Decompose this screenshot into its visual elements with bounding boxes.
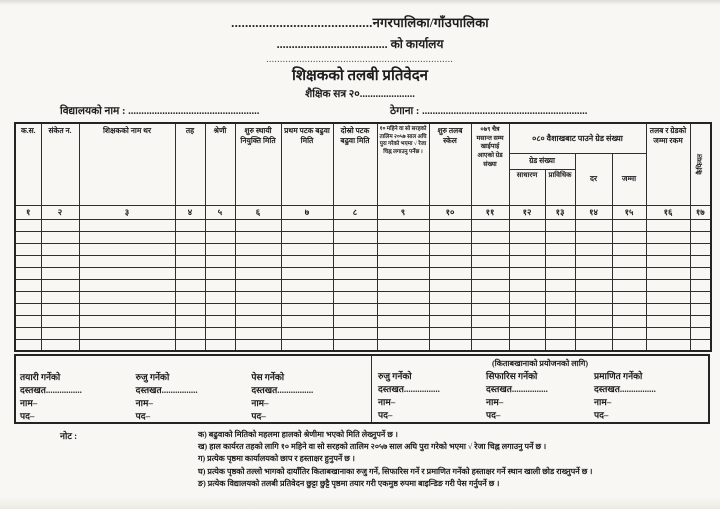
signature-line: दस्तखत................ (251, 385, 314, 395)
empty-cell (471, 267, 509, 279)
empty-cell (690, 279, 711, 291)
col-header-level: तह (175, 123, 205, 205)
name-line: नाम– (594, 397, 612, 407)
empty-cell (377, 303, 429, 315)
post-line: पद– (251, 411, 266, 421)
col-subgroup-grade-count: ग्रेड संख्या (509, 153, 575, 169)
empty-cell (175, 279, 205, 291)
notes-list (198, 429, 708, 490)
col-number: ४ (175, 205, 205, 219)
municipality-line: .........................................नगरपालिका/गाँउपालिका (231, 15, 489, 30)
col-number: १३ (545, 205, 575, 219)
empty-cell (79, 339, 175, 351)
signature-line: दस्तखत................ (135, 385, 198, 395)
col-header-technical: प्राविधिक (545, 169, 575, 205)
empty-cell (15, 279, 41, 291)
empty-cell (429, 219, 471, 231)
empty-cell (15, 339, 41, 351)
empty-cell (509, 291, 545, 303)
empty-cell (612, 291, 646, 303)
academic-session-line: शैक्षिक सत्र २०..................... (305, 89, 415, 100)
empty-cell (377, 315, 429, 327)
empty-cell (205, 339, 235, 351)
col-header-teacher-name: शिक्षकको नाम थर (79, 123, 175, 205)
empty-cell (575, 255, 612, 267)
empty-cell (545, 255, 575, 267)
empty-cell (333, 291, 377, 303)
note-item: क) बढुवाको मितिको महलमा हालको श्रेणीमा भएको मिति लेख्नुपर्ने छ । (198, 430, 398, 439)
empty-cell (509, 255, 545, 267)
empty-cell (471, 219, 509, 231)
empty-cell (15, 243, 41, 255)
empty-cell (377, 231, 429, 243)
empty-cell (205, 267, 235, 279)
note-item: ङ) प्रत्येक विद्यालयको तलबी प्रतिवेदन छुट्टा छुट्टै पृष्ठमा तयार गरी एकमुष्ठ रुपमा बाइन्डिङ गरी पेस गर्नुपर्ने छ । (198, 478, 500, 488)
empty-cell (79, 315, 175, 327)
col-header-remarks (690, 123, 711, 205)
empty-cell (175, 267, 205, 279)
empty-cell (612, 279, 646, 291)
col-number: ९ (377, 205, 429, 219)
empty-cell (377, 291, 429, 303)
empty-cell (545, 267, 575, 279)
table-body (15, 219, 711, 351)
school-name-field: विद्यालयको नाम : .................................................. (60, 106, 260, 117)
empty-cell (429, 303, 471, 315)
empty-cell (575, 279, 612, 291)
post-line: पद– (20, 411, 35, 421)
signature-section (14, 354, 710, 424)
empty-cell (612, 219, 646, 231)
table-row (15, 339, 711, 351)
empty-cell (612, 243, 646, 255)
form-title: शिक्षकको तलबी प्रतिवेदन (291, 68, 429, 84)
empty-cell (646, 315, 690, 327)
empty-cell (471, 279, 509, 291)
empty-cell (575, 219, 612, 231)
col-header-code-no: संकेत न. (41, 123, 79, 205)
empty-cell (690, 243, 711, 255)
empty-cell (471, 291, 509, 303)
col-number: १७ (690, 205, 711, 219)
empty-cell (575, 339, 612, 351)
empty-cell (79, 243, 175, 255)
table-row (15, 231, 711, 243)
empty-cell (545, 231, 575, 243)
empty-cell (575, 291, 612, 303)
empty-cell (281, 327, 333, 339)
empty-cell (646, 339, 690, 351)
office-line: ..................................... को कार्यालय (276, 37, 444, 51)
table-row (15, 315, 711, 327)
empty-cell (545, 315, 575, 327)
empty-cell (79, 231, 175, 243)
empty-cell (471, 255, 509, 267)
empty-cell (612, 315, 646, 327)
empty-cell (471, 315, 509, 327)
empty-cell (235, 339, 281, 351)
empty-cell (41, 243, 79, 255)
empty-cell (205, 219, 235, 231)
col-number: १२ (509, 205, 545, 219)
header-row-1 (15, 123, 711, 153)
col-header-serial-no: क.स. (15, 123, 41, 205)
empty-cell (79, 303, 175, 315)
empty-cell (545, 303, 575, 315)
empty-cell (79, 327, 175, 339)
empty-cell (235, 243, 281, 255)
empty-cell (509, 243, 545, 255)
col-number: १६ (646, 205, 690, 219)
table-row (15, 219, 711, 231)
signature-line: दस्तखत................ (378, 384, 440, 394)
signature-block-recommended-by (486, 370, 594, 422)
empty-cell (646, 219, 690, 231)
kitabkhana-purpose-header: (किताबखानाको प्रयोजनको लागि) (491, 359, 588, 368)
empty-cell (41, 315, 79, 327)
post-line: पद– (135, 411, 151, 421)
col-number: १५ (612, 205, 646, 219)
empty-cell (281, 243, 333, 255)
empty-cell (509, 219, 545, 231)
empty-cell (281, 267, 333, 279)
table-row (15, 291, 711, 303)
empty-cell (333, 339, 377, 351)
empty-cell (612, 267, 646, 279)
empty-cell (429, 327, 471, 339)
empty-cell (281, 255, 333, 267)
col-header-general: साधारण (509, 169, 545, 205)
col-header-salary-grade-total: तलब र ग्रेडको जम्मा रकम (646, 123, 690, 205)
empty-cell (545, 243, 575, 255)
empty-cell (509, 339, 545, 351)
empty-cell (235, 327, 281, 339)
signer-role: रुजु गर्नेको (135, 372, 170, 382)
post-line: पद– (378, 410, 393, 420)
empty-cell (646, 231, 690, 243)
col-number: ३ (79, 205, 175, 219)
post-line: पद– (594, 410, 609, 420)
name-line: नाम– (20, 398, 38, 408)
col-number: ८ (333, 205, 377, 219)
signature-line: दस्तखत................ (594, 384, 656, 394)
empty-cell (41, 291, 79, 303)
empty-cell (429, 291, 471, 303)
empty-cell (646, 279, 690, 291)
empty-cell (205, 291, 235, 303)
empty-cell (333, 279, 377, 291)
empty-cell (281, 315, 333, 327)
col-header-grades-till-079: ०७९ चैत्र मसान्त सम्म खाईपाई आएको ग्रेड संख्या (471, 123, 509, 205)
form-header (0, 0, 720, 101)
table-row (15, 255, 711, 267)
empty-cell (41, 303, 79, 315)
note-item: घ) प्रत्येक पृष्ठको तल्लो भागको दायाँतिर किताबखानाका रुजु गर्ने, सिफारिस गर्ने र प्रमाणित गर्नेको हस्ताक्षर गर्ने स्थान खाली छोड राख्नुपर्ने छ । (198, 466, 593, 476)
col-number: २ (41, 205, 79, 219)
empty-cell (690, 315, 711, 327)
empty-cell (612, 231, 646, 243)
empty-cell (281, 279, 333, 291)
empty-cell (509, 267, 545, 279)
empty-cell (575, 267, 612, 279)
empty-cell (471, 339, 509, 351)
empty-cell (15, 267, 41, 279)
empty-cell (333, 303, 377, 315)
col-number: ६ (235, 205, 281, 219)
table-row (15, 267, 711, 279)
empty-cell (15, 231, 41, 243)
empty-cell (646, 243, 690, 255)
col-number: १४ (575, 205, 612, 219)
empty-cell (612, 339, 646, 351)
empty-cell (235, 303, 281, 315)
empty-cell (545, 291, 575, 303)
empty-cell (690, 255, 711, 267)
empty-cell (281, 339, 333, 351)
col-number: ११ (471, 205, 509, 219)
empty-cell (79, 219, 175, 231)
empty-cell (575, 243, 612, 255)
empty-cell (509, 315, 545, 327)
empty-cell (175, 327, 205, 339)
empty-cell (175, 315, 205, 327)
empty-cell (429, 315, 471, 327)
empty-cell (471, 327, 509, 339)
signer-role: प्रमाणित गर्नेको (594, 371, 643, 381)
col-header-class: श्रेणी (205, 123, 235, 205)
empty-cell (79, 255, 175, 267)
signature-block-verified-by (378, 370, 486, 422)
empty-cell (575, 315, 612, 327)
kitabkhana-blocks (378, 370, 702, 422)
name-line: नाम– (486, 397, 504, 407)
empty-cell (612, 327, 646, 339)
empty-cell (690, 219, 711, 231)
empty-cell (15, 219, 41, 231)
empty-cell (235, 291, 281, 303)
table-row (15, 279, 711, 291)
empty-cell (646, 303, 690, 315)
empty-cell (509, 327, 545, 339)
signature-block-checked-by (136, 371, 252, 420)
salary-report-table (14, 122, 712, 352)
signer-role: तयारी गर्नेको (20, 372, 61, 382)
empty-cell (235, 255, 281, 267)
signature-block-prepared-by (20, 371, 136, 420)
empty-cell (377, 219, 429, 231)
table-row (15, 327, 711, 339)
empty-cell (377, 267, 429, 279)
signature-block-certified-by (594, 370, 702, 422)
name-line: नाम– (251, 398, 269, 408)
empty-cell (205, 327, 235, 339)
column-number-row (15, 205, 711, 219)
empty-cell (205, 231, 235, 243)
empty-cell (575, 231, 612, 243)
empty-cell (612, 303, 646, 315)
empty-cell (333, 327, 377, 339)
col-number: १ (15, 205, 41, 219)
empty-cell (429, 267, 471, 279)
empty-cell (545, 279, 575, 291)
empty-cell (690, 339, 711, 351)
empty-cell (281, 291, 333, 303)
table-row (15, 303, 711, 315)
empty-cell (175, 255, 205, 267)
school-signature-half (16, 356, 372, 422)
signer-role: पेस गर्नेको (251, 372, 285, 382)
empty-cell (612, 255, 646, 267)
empty-cell (429, 231, 471, 243)
col-header-permanent-appointment-date: शुरु स्थायी नियुक्ति मिति (235, 123, 281, 205)
empty-cell (690, 327, 711, 339)
dotted-divider: .................................................................... (266, 56, 454, 64)
signature-block-submitted-by (251, 371, 367, 420)
empty-cell (41, 231, 79, 243)
col-number: ५ (205, 205, 235, 219)
note-item: ख) हाल कार्यरत तहको लागि १० महिने वा सो सरहको तालिम २०५७ साल अघि पुरा गरेको भएमा √ रेजा चिह्न लगाउनु पर्ने छ । (198, 442, 547, 452)
kitabkhana-signature-half (372, 356, 708, 422)
empty-cell (429, 339, 471, 351)
empty-cell (205, 243, 235, 255)
col-header-first-promotion-date: प्रथम पटक बढुवा मिति (281, 123, 333, 205)
empty-cell (646, 255, 690, 267)
school-address-row (0, 104, 720, 118)
empty-cell (509, 279, 545, 291)
empty-cell (175, 339, 205, 351)
notes-section (14, 429, 708, 490)
empty-cell (545, 339, 575, 351)
empty-cell (235, 231, 281, 243)
empty-cell (377, 243, 429, 255)
name-line: नाम– (135, 398, 153, 408)
empty-cell (545, 327, 575, 339)
empty-cell (333, 219, 377, 231)
col-header-rate: दर (575, 153, 612, 205)
empty-cell (175, 303, 205, 315)
empty-cell (333, 255, 377, 267)
signer-role: सिफारिस गर्नेको (486, 371, 538, 381)
empty-cell (509, 231, 545, 243)
address-field: ठेगाना : ............................................................... (390, 106, 588, 117)
empty-cell (377, 255, 429, 267)
empty-cell (690, 267, 711, 279)
empty-cell (690, 231, 711, 243)
empty-cell (575, 303, 612, 315)
empty-cell (235, 219, 281, 231)
col-number: १० (429, 205, 471, 219)
empty-cell (377, 279, 429, 291)
empty-cell (175, 231, 205, 243)
empty-cell (333, 231, 377, 243)
empty-cell (175, 291, 205, 303)
empty-cell (15, 255, 41, 267)
empty-cell (41, 339, 79, 351)
col-header-second-promotion-date: दोस्रो पटक बढुवा मिति (333, 123, 377, 205)
empty-cell (281, 219, 333, 231)
empty-cell (235, 267, 281, 279)
empty-cell (15, 303, 41, 315)
empty-cell (471, 231, 509, 243)
empty-cell (79, 267, 175, 279)
empty-cell (79, 279, 175, 291)
empty-cell (15, 327, 41, 339)
empty-cell (175, 243, 205, 255)
empty-cell (205, 303, 235, 315)
post-line: पद– (486, 410, 501, 420)
signer-role: रुजु गर्नेको (378, 371, 412, 381)
table-row (15, 243, 711, 255)
empty-cell (646, 327, 690, 339)
empty-cell (471, 303, 509, 315)
empty-cell (471, 243, 509, 255)
empty-cell (205, 315, 235, 327)
empty-cell (333, 243, 377, 255)
notes-label: नोट : (60, 431, 78, 441)
note-item: ग) प्रत्येक पृष्ठमा कार्यालयको छाप र हस्ताक्षर हुनुपर्ने छ । (198, 454, 355, 464)
empty-cell (281, 303, 333, 315)
empty-cell (377, 339, 429, 351)
empty-cell (429, 243, 471, 255)
col-group-grades-from-080: ०८० वैशाखबाट पाउने ग्रेड संख्या (509, 123, 646, 153)
empty-cell (79, 291, 175, 303)
empty-cell (205, 255, 235, 267)
empty-cell (41, 267, 79, 279)
name-line: नाम– (378, 397, 396, 407)
col-header-total: जम्मा (612, 153, 646, 205)
signature-line: दस्तखत................ (20, 385, 82, 395)
empty-cell (333, 267, 377, 279)
empty-cell (41, 279, 79, 291)
empty-cell (41, 219, 79, 231)
empty-cell (281, 231, 333, 243)
empty-cell (690, 291, 711, 303)
empty-cell (545, 219, 575, 231)
empty-cell (575, 327, 612, 339)
empty-cell (235, 315, 281, 327)
empty-cell (15, 291, 41, 303)
empty-cell (509, 303, 545, 315)
col-header-starting-salary-scale: शुरु तलब स्केल (429, 123, 471, 205)
empty-cell (333, 315, 377, 327)
signature-line: दस्तखत................ (486, 384, 548, 394)
empty-cell (205, 279, 235, 291)
empty-cell (646, 267, 690, 279)
col-number: ७ (281, 205, 333, 219)
empty-cell (235, 279, 281, 291)
empty-cell (377, 327, 429, 339)
empty-cell (41, 327, 79, 339)
empty-cell (429, 255, 471, 267)
empty-cell (175, 219, 205, 231)
empty-cell (690, 303, 711, 315)
empty-cell (646, 291, 690, 303)
empty-cell (15, 315, 41, 327)
empty-cell (429, 279, 471, 291)
col-header-training-tick: १० महिने वा सो सरहको तालिम २०५७ साल अघि पुरा गरेको भएमा √ रेजा चिह्न लगाउनु पर्नेछ । (377, 123, 429, 205)
empty-cell (41, 255, 79, 267)
remarks-vertical-label: कैफियत (695, 153, 704, 175)
